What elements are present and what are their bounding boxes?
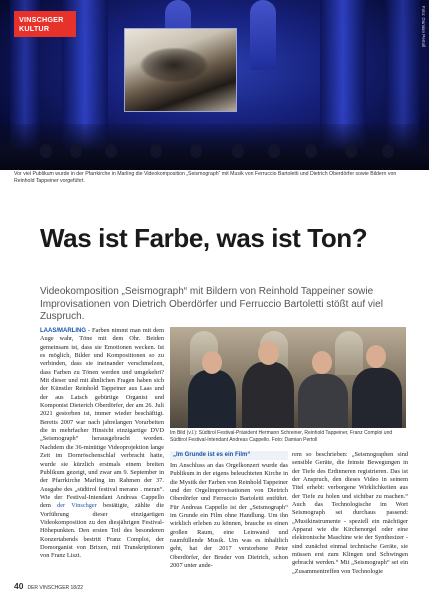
- page-footer: [14, 581, 83, 591]
- body-column-middle: Im Anschluss an das Orgelkonzert wurde das Publikum in der eigens beleuchteten Kirche in die Mystik der Farben von Reinhold Tappeiner und der Orgelimprovisationen von Dietrich Oberdörfer und Ferruccio Bartoletti entführt. Für Andreas Cappello ist der „Seismograph“ im Grunde ein Film ohne Handlung. Um ihn wirklich erleben zu können, brauche es einen großen Raum, eine Leinwand und raumfüllende Musik. Um was es inhaltlich geht, hat der 2017 verstorbene Peter Oberdörfer, der Bruder von Dietrich, schon 2007 unter ande-: [170, 462, 289, 570]
- hero-photo: [0, 0, 429, 170]
- page-number: 40: [14, 581, 24, 591]
- person-1-face: [202, 351, 222, 374]
- audience-silhouette: [0, 124, 429, 170]
- dateline-place: LAAS/MARLING: [40, 328, 86, 334]
- article-lead: Videokomposition „Seismograph“ mit Bildern von Reinhold Tappeiner sowie Improvisationen von Dietrich Oberdörfer und Ferruccio Bartoletti stößt auf viel Zuspruch.: [40, 286, 383, 322]
- person-4: [352, 368, 402, 428]
- publication-highlight: der Vinschger: [57, 502, 97, 510]
- person-3-face: [312, 351, 332, 374]
- article-title: Was ist Farbe, was ist Ton?: [40, 223, 368, 253]
- group-photo-caption: Im Bild (v.l.): Südtirol Festival-Präsident Hermann Schreiner, Reinhold Tappeiner, Franz Comploi und Südtirol Festival-Intendant Andreas Cappello. Foto: Damian Pertoll: [170, 430, 393, 443]
- body-column-left: [40, 327, 164, 561]
- hero-photo-credit: Foto: Damian Pertoll: [421, 6, 426, 48]
- church-window: [250, 0, 276, 70]
- person-2-face: [258, 341, 279, 365]
- projection-screen: [124, 28, 237, 112]
- body-left-text-b: bestätigte, zählte die Vorführung dieser einzigartigen Videokomposition zu den diesjährigen Festival-Höhepunkten. Den ersten Teil des besonderen Konzertabends bestritt Franz Comploi, der Domorganist von Brixen, mit Transkriptionen von Franz Liszt.: [40, 502, 164, 560]
- person-4-face: [366, 345, 386, 368]
- hero-caption: Vor viel Publikum wurde in der Pfarrkirche in Marling die Videokomposition „Seismograph“ mit Musik von Ferruccio Bartoletti und Dietrich Oberdörfer sowie Bildern von Reinhold Tappeiner vorgeführt.: [14, 171, 397, 184]
- body-column-right: rem so beschrieben: „Seismographen sind sensible Geräte, die feinste Bewegungen in der Tiefe des Erdinneren registrieren. Das ist der Anspruch, den dieses Video in seinem Titel erhebt: verborgene Wirklichkeiten aus der Tiefe zu holen und sichtbar zu machen.“ Auch das Technologische im Wort Seismograph sei durchaus passend: „Musikinstrumente - speziell ein mächtiger Apparat wie die Kirchenorgel oder eine elektronische Maschine wie der Synthesizer - sind zunächst einmal technische Geräte, sie müssen erst zum Klingen und Schwingen gebracht werden.“ Mit „Seismograph“ sei ein „Zusammentreffen von Technologie: [292, 451, 408, 575]
- person-1: [188, 370, 236, 428]
- body-left-text-a: - Farben nimmt man mit dem Auge wahr, Töne mit dem Ohr. Beiden gemeinsam ist, dass sie Emotionen wecken. Ist es möglich, Bilder und Kompositionen so zu verbinden, dass sie ineinander verschmelzen, dass Farben zu Tönen werden und umgekehrt? Mit dieser und mit ähnlichen Fragen haben sich der Künstler Reinhold Tappeiner aus Laas und der aus Latsch gebürtige Organist und Komponist Dieterich Oberdörfer, der am 26. Juli 2021 gestorben ist, immer wieder beschäftigt. Bereits 2007 war nach jahrelangen Vorarbeiten die in mehrfacher Hinsicht einzigartige DVD „Seismograph“ herausgebracht worden. Nachdem die 36-minütige Videoprojektion lange Zeit im Dornröschenschlaf verbracht hatte, wurde sie kürzlich erstmals einem breiten Publikum gezeigt, und zwar am 9. September in der Pfarrkirche Marling im Rahmen der 37. Ausgabe des „südtirol festival merano . meran“. Wie der Festival-Intendant Andreas Cappello dem: [40, 327, 164, 510]
- person-2: [242, 362, 294, 428]
- group-photo: [170, 327, 406, 428]
- magazine-issue: DER VINSCHGER 18/22: [27, 585, 84, 591]
- section-tag: VINSCHGER KULTUR: [14, 11, 76, 37]
- person-3: [298, 374, 348, 428]
- photo-window: [335, 331, 363, 375]
- section-subhead: „Im Grunde ist es ein Film“: [170, 451, 288, 460]
